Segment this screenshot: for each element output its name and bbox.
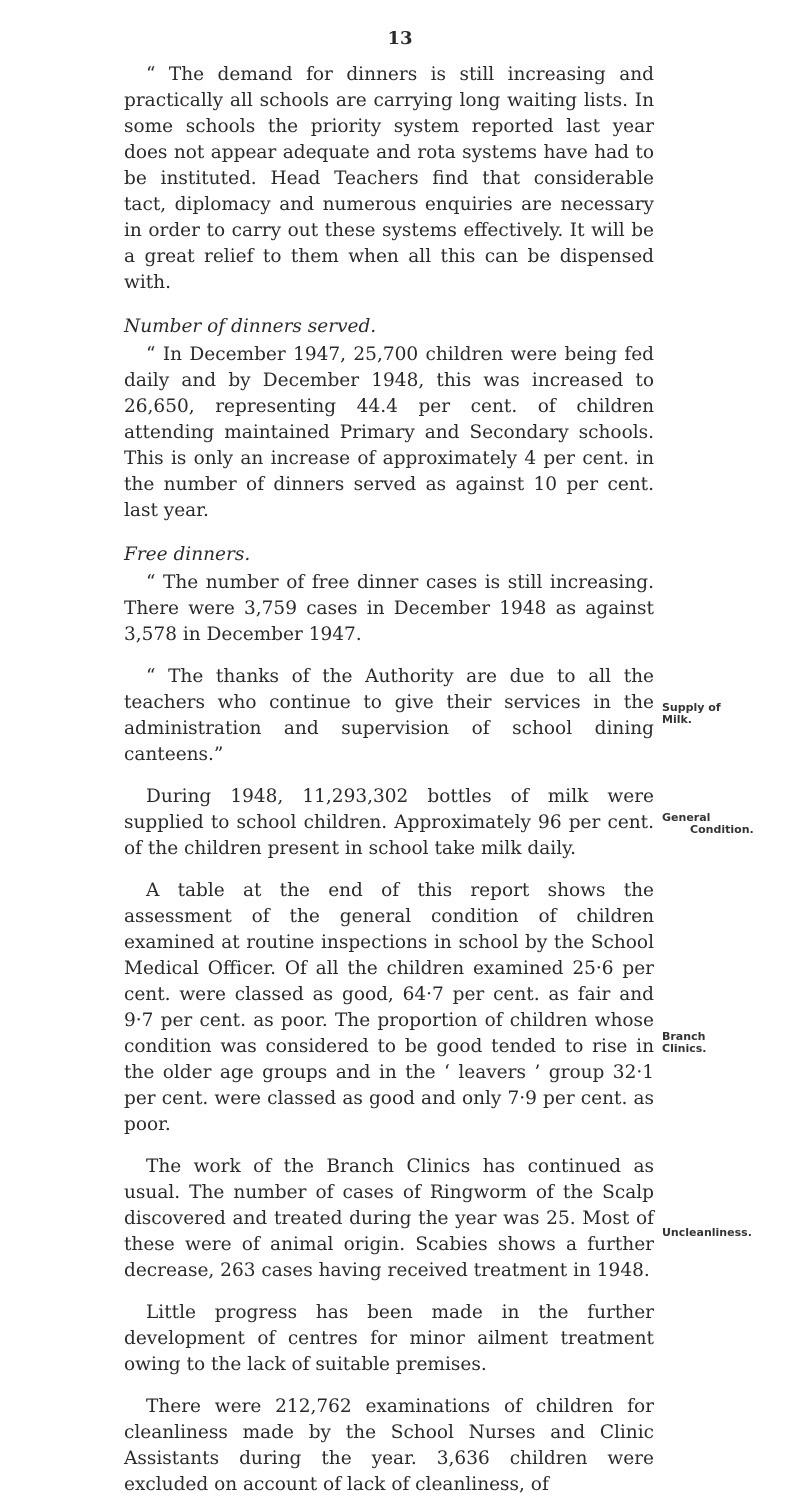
margin-note-clinics-line2: Clinics.	[662, 1042, 707, 1055]
heading-free-dinners: Free dinners.	[124, 544, 251, 565]
page-number: 13	[387, 28, 413, 49]
heading-number-of-dinners: Number of dinners served.	[124, 316, 377, 337]
margin-note-general-condition	[662, 812, 772, 836]
paragraph-cleanliness: There were 212,762 examinations of children for cleanliness made by the School Nurses and Clinic Assistants during the year. 3,636 children were excluded on account of lack of cleanliness, of	[124, 1396, 654, 1495]
margin-note-condition-line1: General	[662, 811, 711, 824]
paragraph-dinner-demand: “ The demand for dinners is still increasing and practically all schools are carrying long waiting lists. In some schools the priority system reported last year does not appear adequate and rota systems have had to be instituted. Head Teachers find that considerable tact, diplomacy and numerous enquiries are necessary in order to carry out these systems effectively. It will be a great relief to them when all this can be dispensed with.	[124, 64, 654, 293]
paragraph-general-condition: A table at the end of this report shows the assessment of the general condition of children examined at routine inspections in school by the School Medical Officer. Of all the children examined 25·6 per cent. were classed as good, 64·7 per cent. as fair and 9·7 per cent. as poor. The proportion of children whose condition was considered to be good tended to rise in the older age groups and in the ‘ leavers ’ group 32·1 per cent. were classed as good and only 7·9 per cent. as poor.	[124, 880, 654, 1135]
margin-note-uncleanliness	[662, 1227, 772, 1239]
margin-note-milk-line2: Milk.	[662, 713, 692, 726]
margin-note-clinics-line1: Branch	[662, 1030, 706, 1043]
margin-note-milk-line1: Supply of	[662, 701, 721, 714]
margin-note-supply-of-milk	[662, 702, 772, 726]
paragraph-thanks: “ The thanks of the Authority are due to all the teachers who continue to give their services in the administration and supervision of school dining canteens.”	[124, 666, 654, 765]
paragraph-dinners-served: “ In December 1947, 25,700 children were being fed daily and by December 1948, this was increased to 26,650, representing 44.4 per cent. of children attending maintained Primary and Secondary schools. This is only an increase of approximately 4 per cent. in the number of dinners served as against 10 per cent. last year.	[124, 344, 654, 521]
paragraph-branch-clinics: The work of the Branch Clinics has continued as usual. The number of cases of Ringworm of the Scalp discovered and treated during the year was 25. Most of these were of animal origin. Scabies shows a further decrease, 263 cases having received treatment in 1948.	[124, 1156, 654, 1281]
paragraph-milk: During 1948, 11,293,302 bottles of milk were supplied to school children. Approximately 96 per cent. of the children present in school take milk daily.	[124, 786, 654, 859]
paragraph-minor-ailments: Little progress has been made in the further development of centres for minor ailment treatment owing to the lack of suitable premises.	[124, 1302, 654, 1375]
margin-note-uncleanliness-text: Uncleanliness.	[662, 1226, 752, 1239]
margin-note-condition-line2: Condition.	[690, 823, 754, 836]
margin-note-branch-clinics	[662, 1031, 772, 1055]
paragraph-free-dinners: “ The number of free dinner cases is still increasing. There were 3,759 cases in December 1948 as against 3,578 in December 1947.	[124, 572, 654, 645]
report-body	[124, 62, 654, 1498]
